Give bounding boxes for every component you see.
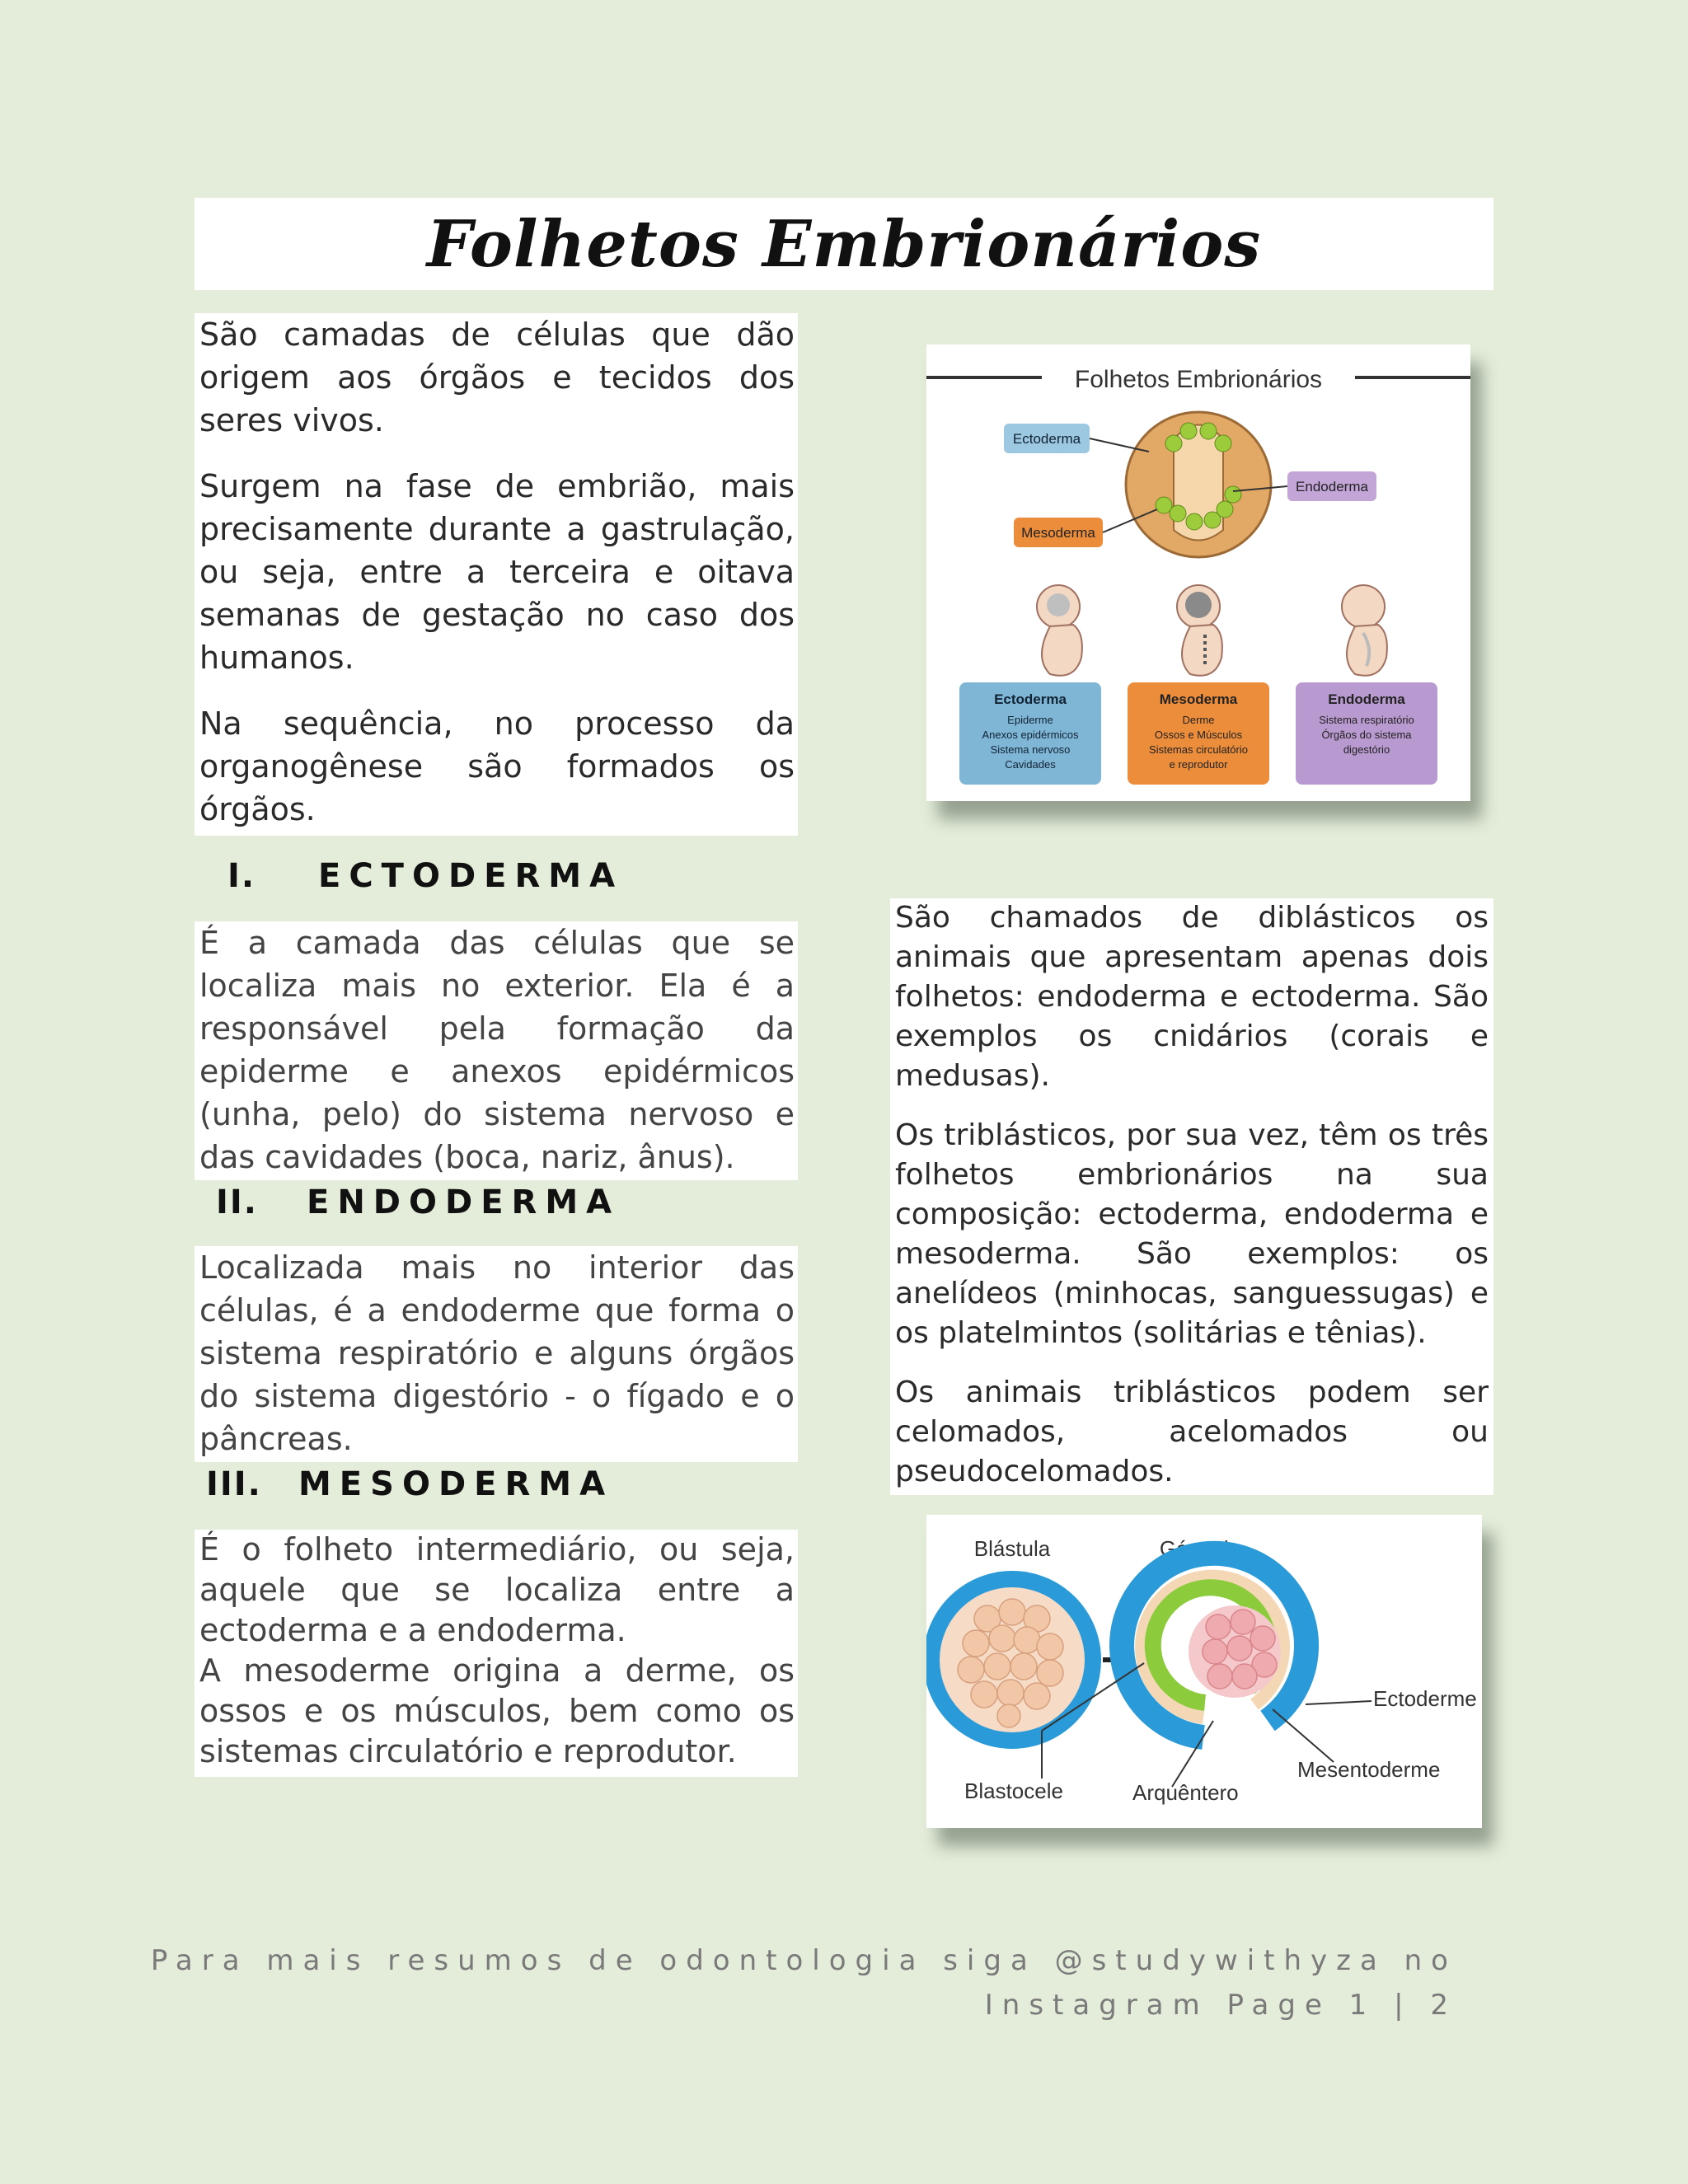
- card-ectoderma: [959, 682, 1101, 785]
- svg-text:digestório: digestório: [1343, 743, 1390, 756]
- svg-text:Cavidades: Cavidades: [1005, 758, 1056, 771]
- section-heading-mesoderma: [206, 1465, 613, 1503]
- svg-text:Derme: Derme: [1182, 714, 1215, 726]
- intro-paragraph-2: Surgem na fase de embrião, mais precisamente durante a gastrulação, ou seja, entre a terceira e oitava semanas de gestação no caso dos humanos.: [199, 468, 795, 676]
- endoderma-text: Localizada mais no interior das células, é a endoderme que forma o sistema respiratório e alguns órgãos do sistema digestório - o fígado e o pâncreas.: [199, 1249, 795, 1457]
- card-mesoderma: [1128, 682, 1269, 785]
- svg-text:Órgãos do sistema: Órgãos do sistema: [1321, 729, 1412, 741]
- figure-title: Folhetos Embrionários: [1074, 366, 1323, 393]
- label-blastocele: Blastocele: [964, 1779, 1063, 1803]
- triblasticos-paragraph: Os triblásticos, por sua vez, têm os três folhetos embrionários na sua composição: ectoderma, endoderma e mesoderma. São exemplos: os anelídeos (minhocas, sanguessugas) e os platelmintos (solitárias e tênias).: [895, 1118, 1489, 1350]
- ectoderma-box: [195, 921, 798, 1180]
- section-number: II.: [216, 1183, 258, 1221]
- blastula-drawing: [926, 1564, 1108, 1755]
- celomados-paragraph: Os animais triblásticos podem ser celomados, acelomados ou pseudocelomados.: [895, 1376, 1489, 1488]
- label-blastula: Blástula: [973, 1536, 1051, 1561]
- label-arquentero: Arquêntero: [1132, 1780, 1239, 1805]
- right-text-box: [890, 898, 1493, 1495]
- intro-box: [195, 313, 798, 836]
- mesoderma-text-2: A mesoderme origina a derme, os ossos e os músculos, bem como os sistemas circulatório e reprodutor.: [199, 1652, 795, 1769]
- page-title: Folhetos Embrionários: [426, 206, 1262, 282]
- svg-text:Epiderme: Epiderme: [1007, 714, 1053, 726]
- figure-folhetos-diagram: [926, 344, 1470, 801]
- section-title: ECTODERMA: [318, 857, 624, 895]
- footer-line-2: Instagram Page 1 | 2: [984, 1989, 1457, 2022]
- label-ectoderma: Ectoderma: [1012, 431, 1081, 447]
- title-bar: [195, 198, 1493, 290]
- svg-text:Ectoderma: Ectoderma: [994, 691, 1067, 707]
- gastrulation-diagram-svg: [926, 1515, 1482, 1828]
- section-heading-ectoderma: [227, 857, 623, 895]
- mesoderma-text-1: É o folheto intermediário, ou seja, aquele que se localiza entre a ectoderma e a endoderma.: [199, 1531, 795, 1648]
- fetus-icons: [1037, 585, 1387, 676]
- svg-text:Sistema respiratório: Sistema respiratório: [1319, 714, 1414, 726]
- page-footer: [138, 1938, 1457, 2027]
- svg-text:Anexos epidérmicos: Anexos epidérmicos: [982, 729, 1079, 741]
- label-mesoderma: Mesoderma: [1021, 525, 1095, 541]
- intro-paragraph-3: Na sequência, no processo da organogênese são formados os órgãos.: [199, 705, 795, 827]
- section-title: ENDODERMA: [307, 1183, 621, 1221]
- label-mesentoderme: Mesentoderme: [1297, 1757, 1441, 1782]
- svg-text:Mesoderma: Mesoderma: [1159, 691, 1238, 707]
- svg-text:Endoderma: Endoderma: [1328, 691, 1405, 707]
- svg-text:Ossos e Músculos: Ossos e Músculos: [1154, 729, 1243, 741]
- svg-text:Sistemas circulatório: Sistemas circulatório: [1149, 743, 1248, 756]
- figure-gastrulation-diagram: [926, 1515, 1482, 1828]
- svg-text:Sistema nervoso: Sistema nervoso: [990, 743, 1071, 756]
- section-number: I.: [227, 857, 256, 895]
- mesoderma-box: [195, 1530, 798, 1777]
- footer-line-1: Para mais resumos de odontologia siga @studywithyza no: [150, 1944, 1457, 1977]
- section-heading-endoderma: [216, 1183, 620, 1221]
- intro-paragraph-1: São camadas de células que dão origem aos órgãos e tecidos dos seres vivos.: [199, 316, 795, 438]
- label-endoderma: Endoderma: [1296, 479, 1368, 494]
- ectoderma-text: É a camada das células que se localiza mais no exterior. Ela é a responsável pela formação da epiderme e anexos epidérmicos (unha, pelo) do sistema nervoso e das cavidades (boca, nariz, ânus).: [199, 925, 795, 1175]
- card-endoderma: [1296, 682, 1437, 785]
- gastrula-drawing: [1122, 1554, 1306, 1737]
- diblasticos-paragraph: São chamados de diblásticos os animais que apresentam apenas dois folhetos: endoderma e ectoderma. São exemplos os cnidários (corais e medusas).: [895, 901, 1489, 1093]
- endoderma-box: [195, 1246, 798, 1462]
- svg-text:e reprodutor: e reprodutor: [1169, 758, 1228, 771]
- label-gastrula: Gástrula: [1159, 1536, 1241, 1561]
- folhetos-diagram-svg: [926, 344, 1470, 801]
- section-number: III.: [206, 1465, 262, 1503]
- section-title: MESODERMA: [298, 1465, 614, 1503]
- label-ectoderme: Ectoderme: [1373, 1686, 1477, 1711]
